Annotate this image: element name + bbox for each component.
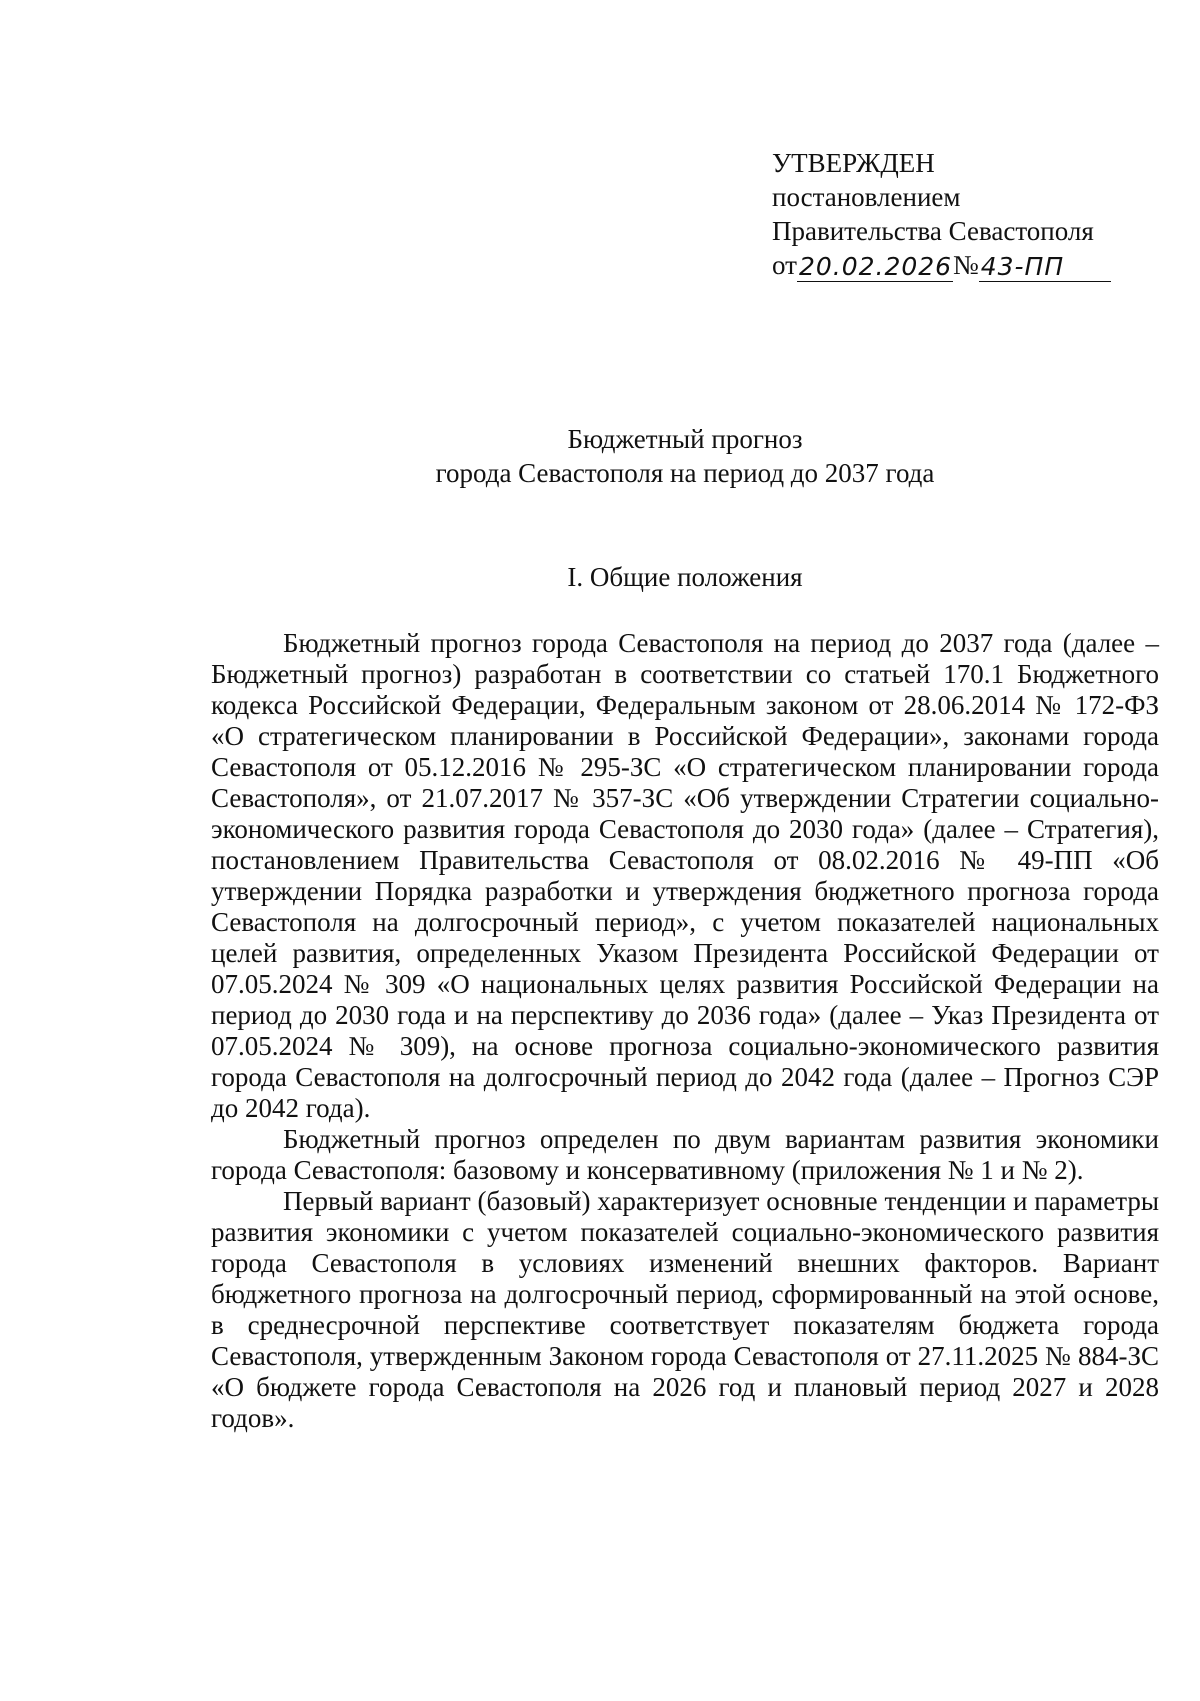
approval-line-resolution: постановлением — [772, 182, 961, 212]
approval-line-government: Правительства Севастополя — [772, 216, 1094, 246]
document-title-line2: города Севастополя на период до 2037 года — [435, 458, 935, 488]
document-title-line1: Бюджетный прогноз — [567, 424, 803, 454]
handwritten-number: 43-ПП — [979, 253, 1111, 282]
section-heading: I. Общие положения — [567, 562, 803, 592]
approval-block — [772, 146, 1111, 282]
approval-date-number-line — [772, 248, 1111, 282]
paragraph: Первый вариант (базовый) характеризует основные тенденции и параметры развития экономики с учетом показателей социально-экономического развития города Севастополя в условиях изменений внешних факторов. Вариант бюджетного прогноза на долгосрочный период, сформированный на этой основе, в среднесрочной перспективе соответствует показателям бюджета города Севастополя, утвержденным Законом города Севастополя от 27.11.2025 № 884-ЗС «О бюджете города Севастополя на 2026 год и плановый период 2027 и 2028 годов». — [211, 1186, 1159, 1433]
number-prefix: № — [952, 250, 979, 280]
approval-stamp: УТВЕРЖДЕН — [772, 148, 935, 178]
document-body — [211, 628, 1159, 1434]
handwritten-date: 20.02.2026 — [798, 252, 953, 281]
date-prefix: от — [772, 250, 797, 280]
paragraph: Бюджетный прогноз города Севастополя на период до 2037 года (далее – Бюджетный прогноз) разработан в соответствии со статьей 170.1 Бюджетного кодекса Российской Федерации, Федеральным законом от 28.06.2014 № 172-ФЗ «О стратегическом планировании в Российской Федерации», законами города Севастополя от 05.12.2016 № 295-ЗС «О стратегическом планировании города Севастополя», от 21.07.2017 № 357-ЗС «Об утверждении Стратегии социально-экономического развития города Севастополя до 2030 года» (далее – Стратегия), постановлением Правительства Севастополя от 08.02.2016 № 49-ПП «Об утверждении Порядка разработки и утверждения бюджетного прогноза города Севастополя на долгосрочный период», с учетом показателей национальных целей развития, определенных Указом Президента Российской Федерации от 07.05.2024 № 309 «О национальных целях развития Российской Федерации на период до 2030 года и на перспективу до 2036 года» (далее – Указ Президента от 07.05.2024 № 309), на основе прогноза социально-экономического развития города Севастополя на долгосрочный период до 2042 года (далее – Прогноз СЭР до 2042 года). — [211, 628, 1159, 1123]
paragraph: Бюджетный прогноз определен по двум вариантам развития экономики города Севастополя: базовому и консервативному (приложения № 1 и № 2). — [211, 1124, 1159, 1185]
document-title — [0, 422, 1200, 490]
